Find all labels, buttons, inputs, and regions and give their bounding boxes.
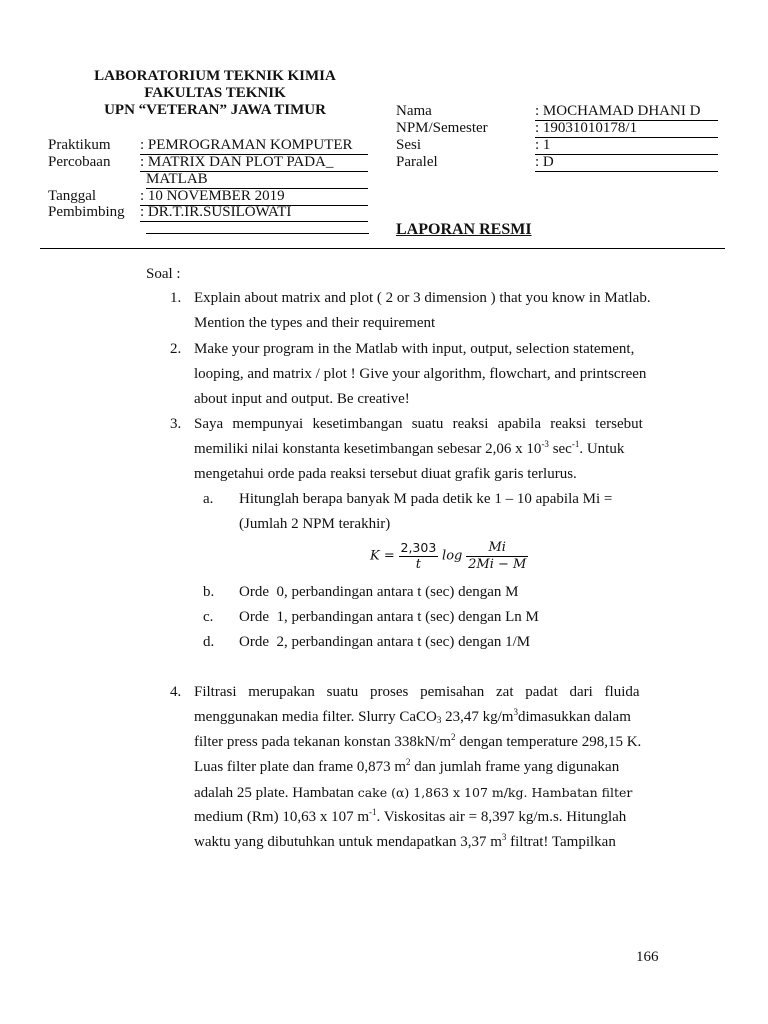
formula-lhs: K = bbox=[370, 548, 395, 564]
field-label-percobaan: Percobaan bbox=[48, 154, 111, 170]
field-value-npm: : 19031010178/1 bbox=[535, 119, 718, 138]
q4-line4: Luas filter plate dan frame 0,873 $m^2$ dan jumlah frame yang digunakan bbox=[194, 757, 620, 775]
q3-line1: Saya mempunyai kesetimbangan suatu reaksi apabila reaksi tersebut bbox=[194, 416, 643, 432]
field-value-nama: : MOCHAMAD DHANI D bbox=[535, 102, 718, 121]
q3-number: 3. bbox=[170, 416, 182, 432]
q3-line3: mengetahui orde pada reaksi tersebut diuat grafik garis terlurus. bbox=[194, 466, 577, 482]
formula-fraction-2: $\frac{Mi}{2Mi - M}$ bbox=[468, 540, 527, 572]
q3a-line1: Hitunglah berapa banyak M pada detik ke 1 – 10 apabila Mi = bbox=[239, 491, 613, 507]
q1-number: 1. bbox=[170, 290, 182, 306]
field-label-sesi: Sesi bbox=[396, 137, 422, 153]
q3c-letter: c. bbox=[203, 609, 214, 625]
lab-name: LABORATORIUM TEKNIK KIMIA bbox=[94, 68, 336, 84]
q3a-line2: (Jumlah 2 NPM terakhir) bbox=[239, 516, 391, 532]
field-label-praktikum: Praktikum bbox=[48, 137, 111, 153]
q4-line6: medium (Rm) 10,63 x 107 $m^{-1}$. Viskositas air = 8,397 kg/m.s. Hitunglah bbox=[194, 807, 627, 825]
q3b-text: Orde 0, perbandingan antara t (sec) dengan M bbox=[239, 584, 519, 600]
field-value-percobaan: : MATRIX DAN PLOT PADA_ bbox=[140, 153, 368, 172]
q4-line3: filter press pada tekanan konstan $338kN/m^2$ dengan temperature 298,15 K. bbox=[194, 732, 642, 750]
formula-log: log bbox=[442, 548, 463, 564]
q2-number: 2. bbox=[170, 341, 182, 357]
q1-line1: Explain about matrix and plot ( 2 or 3 dimension ) that you know in Matlab. bbox=[194, 290, 651, 306]
field-value-praktikum: : PEMROGRAMAN KOMPUTER bbox=[140, 136, 368, 155]
q4-number: 4. bbox=[170, 684, 182, 700]
q4-line5: adalah 25 plate. Hambatan cake (α) 1,863 x 107 m/kg. Hambatan filter bbox=[194, 785, 633, 801]
q4-line7: waktu yang dibutuhkan untuk mendapatkan 3,37 $m^3$ filtrat! Tampilkan bbox=[194, 832, 616, 850]
q2-line2: looping, and matrix / plot ! Give your algorithm, flowchart, and printscreen bbox=[194, 366, 647, 382]
field-label-pembimbing: Pembimbing bbox=[48, 204, 125, 220]
q3b-letter: b. bbox=[203, 584, 215, 600]
faculty-name: FAKULTAS TEKNIK bbox=[144, 85, 286, 101]
report-title: LAPORAN RESMI bbox=[396, 221, 532, 238]
q4-line1: Filtrasi merupakan suatu proses pemisahan zat padat dari fluida bbox=[194, 684, 640, 700]
field-label-paralel: Paralel bbox=[396, 154, 438, 170]
q3d-letter: d. bbox=[203, 634, 215, 650]
q4-line2: menggunakan media filter. Slurry CaCO$_3$ 23,47 $kg/m^3dimasukkan$ dalam bbox=[194, 707, 631, 725]
field-label-nama: Nama bbox=[396, 103, 432, 119]
q1-line2: Mention the types and their requirement bbox=[194, 315, 436, 331]
soal-label: Soal : bbox=[146, 266, 181, 282]
page-number: 166 bbox=[636, 949, 659, 965]
field-value-percobaan-line2: MATLAB bbox=[146, 170, 368, 189]
field-value-tanggal: : 10 NOVEMBER 2019 bbox=[140, 187, 368, 206]
q3c-text: Orde 1, perbandingan antara t (sec) dengan Ln M bbox=[239, 609, 539, 625]
field-value-paralel: : D bbox=[535, 153, 718, 172]
field-label-npm: NPM/Semester bbox=[396, 120, 488, 136]
header-divider bbox=[40, 248, 725, 249]
q3a-letter: a. bbox=[203, 491, 214, 507]
field-value-sesi: : 1 bbox=[535, 136, 718, 155]
equilibrium-formula bbox=[370, 540, 528, 573]
q3-line2: memiliki nilai konstanta kesetimbangan sebesar 2,06 x $10^{-3}$ $\sec^{-1}$. Untuk bbox=[194, 439, 625, 457]
q2-line3: about input and output. Be creative! bbox=[194, 391, 410, 407]
formula-fraction-1: $\frac{2,303}{t}$ bbox=[400, 540, 437, 572]
university-name: UPN “VETERAN” JAWA TIMUR bbox=[104, 102, 326, 118]
q3d-text: Orde 2, perbandingan antara t (sec) dengan 1/M bbox=[239, 634, 531, 650]
field-value-pembimbing: : DR.T.IR.SUSILOWATI bbox=[140, 203, 368, 222]
q2-line1: Make your program in the Matlab with input, output, selection statement, bbox=[194, 341, 635, 357]
signature-line bbox=[146, 233, 369, 234]
field-label-tanggal: Tanggal bbox=[48, 188, 97, 204]
